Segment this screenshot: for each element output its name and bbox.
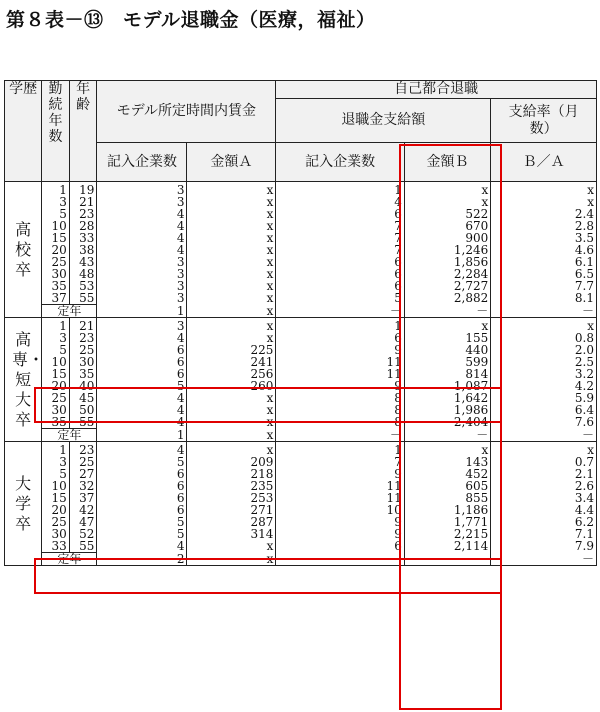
cell-count-b: 7 [276, 244, 404, 256]
cell-years: 35 [42, 280, 70, 292]
header-payment: 退職金支給額 [276, 99, 491, 143]
cell-amount-b: 1,642 [404, 392, 490, 404]
cell-years: 10 [42, 356, 70, 368]
cell-count-b: 7 [276, 232, 404, 244]
cell-amount-b: － [404, 553, 490, 566]
cell-years: 5 [42, 344, 70, 356]
cell-age: 28 [69, 220, 97, 232]
cell-age: 55 [69, 540, 97, 553]
cell-amount-b: 855 [404, 492, 490, 504]
cell-count-b: 6 [276, 256, 404, 268]
cell-age: 19 [69, 182, 97, 197]
cell-amount-b: x [404, 442, 490, 457]
cell-years: 20 [42, 380, 70, 392]
cell-count-b: 8 [276, 416, 404, 429]
cell-count-a: 5 [97, 380, 187, 392]
cell-amount-b: x [404, 182, 490, 197]
cell-amount-b: x [404, 196, 490, 208]
cell-amount-b: x [404, 318, 490, 333]
cell-years: 15 [42, 368, 70, 380]
cell-count-b: 11 [276, 368, 404, 380]
cell-count-b: 11 [276, 480, 404, 492]
table-row-teinen [5, 429, 597, 442]
cell-amount-b: 670 [404, 220, 490, 232]
cell-count-b: 6 [276, 540, 404, 553]
cell-amount-a: x [187, 442, 276, 457]
header-model-wage: モデル所定時間内賃金 [97, 81, 276, 143]
cell-count-a: 3 [97, 196, 187, 208]
cell-amount-b: 605 [404, 480, 490, 492]
cell-amount-a: x [187, 280, 276, 292]
cell-count-b: 7 [276, 456, 404, 468]
header-age: 年齢 [69, 81, 97, 182]
cell-ratio: 6.1 [491, 256, 597, 268]
cell-years: 30 [42, 268, 70, 280]
cell-count-a: 6 [97, 504, 187, 516]
header-count-b: 記入企業数 [276, 143, 404, 182]
cell-count-b: 6 [276, 280, 404, 292]
cell-ratio: 0.7 [491, 456, 597, 468]
cell-ratio: － [491, 553, 597, 566]
cell-count-b: 7 [276, 220, 404, 232]
table-row [5, 416, 597, 429]
cell-ratio: 2.4 [491, 208, 597, 220]
cell-years: 3 [42, 196, 70, 208]
cell-amount-a: x [187, 182, 276, 197]
cell-amount-a: 271 [187, 504, 276, 516]
table-row-teinen [5, 553, 597, 566]
header-years: 勤続年数 [42, 81, 70, 182]
cell-ratio: x [491, 196, 597, 208]
header-voluntary: 自己都合退職 [276, 81, 597, 99]
cell-count-a: 3 [97, 318, 187, 333]
cell-ratio: 4.6 [491, 244, 597, 256]
table-row-teinen [5, 305, 597, 318]
cell-count-b: 9 [276, 344, 404, 356]
cell-count-b: 8 [276, 392, 404, 404]
cell-count-a: 3 [97, 256, 187, 268]
cell-count-b: 10 [276, 504, 404, 516]
cell-years: 25 [42, 256, 70, 268]
cell-age: 48 [69, 268, 97, 280]
cell-amount-a: x [187, 429, 276, 442]
table-row [5, 318, 597, 333]
cell-count-a: 6 [97, 356, 187, 368]
cell-teinen-label: 定年 [42, 553, 97, 566]
cell-age: 37 [69, 492, 97, 504]
cell-amount-a: 253 [187, 492, 276, 504]
cell-amount-b: 2,215 [404, 528, 490, 540]
cell-ratio: 6.2 [491, 516, 597, 528]
cell-count-b: 6 [276, 332, 404, 344]
cell-count-a: 3 [97, 182, 187, 197]
header-count-a: 記入企業数 [97, 143, 187, 182]
cell-amount-b: 452 [404, 468, 490, 480]
cell-amount-a: x [187, 256, 276, 268]
cell-count-a: 6 [97, 368, 187, 380]
cell-age: 42 [69, 504, 97, 516]
cell-amount-b: 1,087 [404, 380, 490, 392]
cell-amount-b: 2,882 [404, 292, 490, 305]
cell-count-b: 9 [276, 528, 404, 540]
cell-years: 1 [42, 442, 70, 457]
cell-amount-b: 599 [404, 356, 490, 368]
cell-ratio: 4.4 [491, 504, 597, 516]
cell-amount-b: 522 [404, 208, 490, 220]
cell-teinen-label: 定年 [42, 305, 97, 318]
table-row [5, 442, 597, 457]
cell-ratio: 2.5 [491, 356, 597, 368]
cell-count-a: 4 [97, 416, 187, 429]
cell-amount-a: x [187, 392, 276, 404]
cell-count-a: 5 [97, 456, 187, 468]
cell-ratio: x [491, 442, 597, 457]
cell-amount-b: 2,114 [404, 540, 490, 553]
cell-ratio: 2.0 [491, 344, 597, 356]
cell-count-a: 4 [97, 442, 187, 457]
table-body [5, 182, 597, 566]
cell-amount-b: 1,186 [404, 504, 490, 516]
section-label: 大学卒 [5, 442, 42, 566]
cell-amount-b: － [404, 429, 490, 442]
cell-ratio: 3.5 [491, 232, 597, 244]
cell-count-b: 11 [276, 492, 404, 504]
cell-count-b: － [276, 429, 404, 442]
cell-amount-b: 1,986 [404, 404, 490, 416]
cell-years: 10 [42, 220, 70, 232]
cell-years: 33 [42, 540, 70, 553]
cell-years: 15 [42, 232, 70, 244]
cell-count-b: 6 [276, 268, 404, 280]
cell-amount-b: 1,856 [404, 256, 490, 268]
cell-amount-a: x [187, 232, 276, 244]
cell-age: 40 [69, 380, 97, 392]
cell-count-a: 3 [97, 268, 187, 280]
cell-age: 55 [69, 416, 97, 429]
header-rate: 支給率（月数） [491, 99, 597, 143]
cell-count-a: 2 [97, 553, 187, 566]
cell-amount-a: x [187, 220, 276, 232]
cell-count-b: 1 [276, 318, 404, 333]
cell-amount-b: 1,771 [404, 516, 490, 528]
cell-ratio: 5.9 [491, 392, 597, 404]
section-label: 高専・短大卒 [5, 318, 42, 442]
cell-years: 5 [42, 208, 70, 220]
cell-ratio: 7.7 [491, 280, 597, 292]
cell-amount-a: x [187, 404, 276, 416]
cell-count-b: 4 [276, 196, 404, 208]
cell-count-a: 5 [97, 516, 187, 528]
cell-age: 33 [69, 232, 97, 244]
cell-age: 35 [69, 368, 97, 380]
cell-count-a: 4 [97, 332, 187, 344]
cell-years: 25 [42, 392, 70, 404]
cell-amount-b: 2,727 [404, 280, 490, 292]
cell-count-a: 6 [97, 492, 187, 504]
cell-years: 35 [42, 416, 70, 429]
cell-years: 15 [42, 492, 70, 504]
cell-count-b: 1 [276, 182, 404, 197]
cell-age: 23 [69, 442, 97, 457]
cell-years: 30 [42, 528, 70, 540]
header-education: 学歴 [5, 81, 42, 182]
cell-amount-a: 225 [187, 344, 276, 356]
cell-count-a: 5 [97, 528, 187, 540]
cell-age: 25 [69, 344, 97, 356]
cell-age: 23 [69, 208, 97, 220]
section-label: 高校卒 [5, 182, 42, 318]
cell-count-b: 9 [276, 380, 404, 392]
cell-age: 30 [69, 356, 97, 368]
cell-amount-a: x [187, 268, 276, 280]
cell-count-a: 4 [97, 208, 187, 220]
cell-amount-b: 143 [404, 456, 490, 468]
cell-years: 10 [42, 480, 70, 492]
cell-amount-a: 235 [187, 480, 276, 492]
cell-amount-a: 241 [187, 356, 276, 368]
cell-count-a: 4 [97, 392, 187, 404]
cell-count-a: 3 [97, 280, 187, 292]
cell-ratio: 7.9 [491, 540, 597, 553]
cell-count-a: 6 [97, 480, 187, 492]
header-amount-a: 金額Ａ [187, 143, 276, 182]
cell-ratio: 4.2 [491, 380, 597, 392]
cell-amount-b: 440 [404, 344, 490, 356]
cell-amount-b: 1,246 [404, 244, 490, 256]
cell-ratio: 8.1 [491, 292, 597, 305]
cell-age: 55 [69, 292, 97, 305]
cell-age: 47 [69, 516, 97, 528]
cell-count-a: 4 [97, 404, 187, 416]
cell-age: 32 [69, 480, 97, 492]
cell-amount-a: x [187, 553, 276, 566]
cell-age: 27 [69, 468, 97, 480]
cell-amount-a: x [187, 416, 276, 429]
cell-years: 25 [42, 516, 70, 528]
cell-age: 53 [69, 280, 97, 292]
cell-amount-a: x [187, 244, 276, 256]
cell-years: 3 [42, 456, 70, 468]
cell-amount-a: 256 [187, 368, 276, 380]
cell-amount-b: 155 [404, 332, 490, 344]
cell-age: 52 [69, 528, 97, 540]
cell-amount-b: 900 [404, 232, 490, 244]
cell-count-b: － [276, 553, 404, 566]
cell-years: 3 [42, 332, 70, 344]
cell-count-b: 9 [276, 516, 404, 528]
cell-amount-b: － [404, 305, 490, 318]
cell-ratio: 6.4 [491, 404, 597, 416]
cell-age: 21 [69, 318, 97, 333]
cell-age: 38 [69, 244, 97, 256]
cell-ratio: － [491, 429, 597, 442]
cell-count-b: 1 [276, 442, 404, 457]
header-ratio: Ｂ／Ａ [491, 143, 597, 182]
cell-years: 37 [42, 292, 70, 305]
cell-years: 20 [42, 504, 70, 516]
cell-years: 20 [42, 244, 70, 256]
cell-age: 43 [69, 256, 97, 268]
cell-years: 30 [42, 404, 70, 416]
cell-amount-a: x [187, 540, 276, 553]
cell-amount-a: 260 [187, 380, 276, 392]
cell-ratio: 2.6 [491, 480, 597, 492]
cell-amount-a: x [187, 208, 276, 220]
cell-amount-a: x [187, 332, 276, 344]
cell-amount-b: 2,284 [404, 268, 490, 280]
cell-ratio: x [491, 318, 597, 333]
cell-count-a: 1 [97, 305, 187, 318]
cell-count-a: 4 [97, 220, 187, 232]
cell-amount-a: 218 [187, 468, 276, 480]
cell-years: 1 [42, 182, 70, 197]
cell-amount-a: 209 [187, 456, 276, 468]
cell-ratio: 2.1 [491, 468, 597, 480]
cell-amount-a: x [187, 292, 276, 305]
cell-ratio: 0.8 [491, 332, 597, 344]
table-row [5, 182, 597, 197]
cell-count-a: 4 [97, 244, 187, 256]
cell-count-b: 8 [276, 404, 404, 416]
table-title: 第８表－⑬ モデル退職金（医療，福祉） [6, 9, 376, 31]
cell-ratio: 2.8 [491, 220, 597, 232]
cell-years: 5 [42, 468, 70, 480]
cell-count-b: 5 [276, 292, 404, 305]
cell-amount-a: 287 [187, 516, 276, 528]
cell-count-b: 9 [276, 468, 404, 480]
cell-amount-a: 314 [187, 528, 276, 540]
cell-ratio: 3.2 [491, 368, 597, 380]
cell-count-b: － [276, 305, 404, 318]
retirement-table [4, 80, 597, 566]
cell-count-a: 4 [97, 232, 187, 244]
cell-count-a: 1 [97, 429, 187, 442]
cell-amount-b: 814 [404, 368, 490, 380]
cell-ratio: 3.4 [491, 492, 597, 504]
table-row [5, 540, 597, 553]
cell-ratio: 6.5 [491, 268, 597, 280]
cell-count-a: 6 [97, 344, 187, 356]
cell-amount-a: x [187, 196, 276, 208]
cell-years: 1 [42, 318, 70, 333]
cell-ratio: x [491, 182, 597, 197]
cell-ratio: 7.6 [491, 416, 597, 429]
cell-count-a: 6 [97, 468, 187, 480]
cell-age: 25 [69, 456, 97, 468]
cell-amount-b: 2,404 [404, 416, 490, 429]
cell-age: 23 [69, 332, 97, 344]
cell-amount-a: x [187, 318, 276, 333]
cell-count-b: 11 [276, 356, 404, 368]
cell-amount-a: x [187, 305, 276, 318]
cell-age: 21 [69, 196, 97, 208]
cell-ratio: － [491, 305, 597, 318]
cell-teinen-label: 定年 [42, 429, 97, 442]
cell-age: 45 [69, 392, 97, 404]
cell-ratio: 7.1 [491, 528, 597, 540]
cell-count-b: 6 [276, 208, 404, 220]
cell-count-a: 4 [97, 540, 187, 553]
cell-count-a: 3 [97, 292, 187, 305]
cell-age: 50 [69, 404, 97, 416]
table-row [5, 292, 597, 305]
header-amount-b: 金額Ｂ [404, 143, 490, 182]
